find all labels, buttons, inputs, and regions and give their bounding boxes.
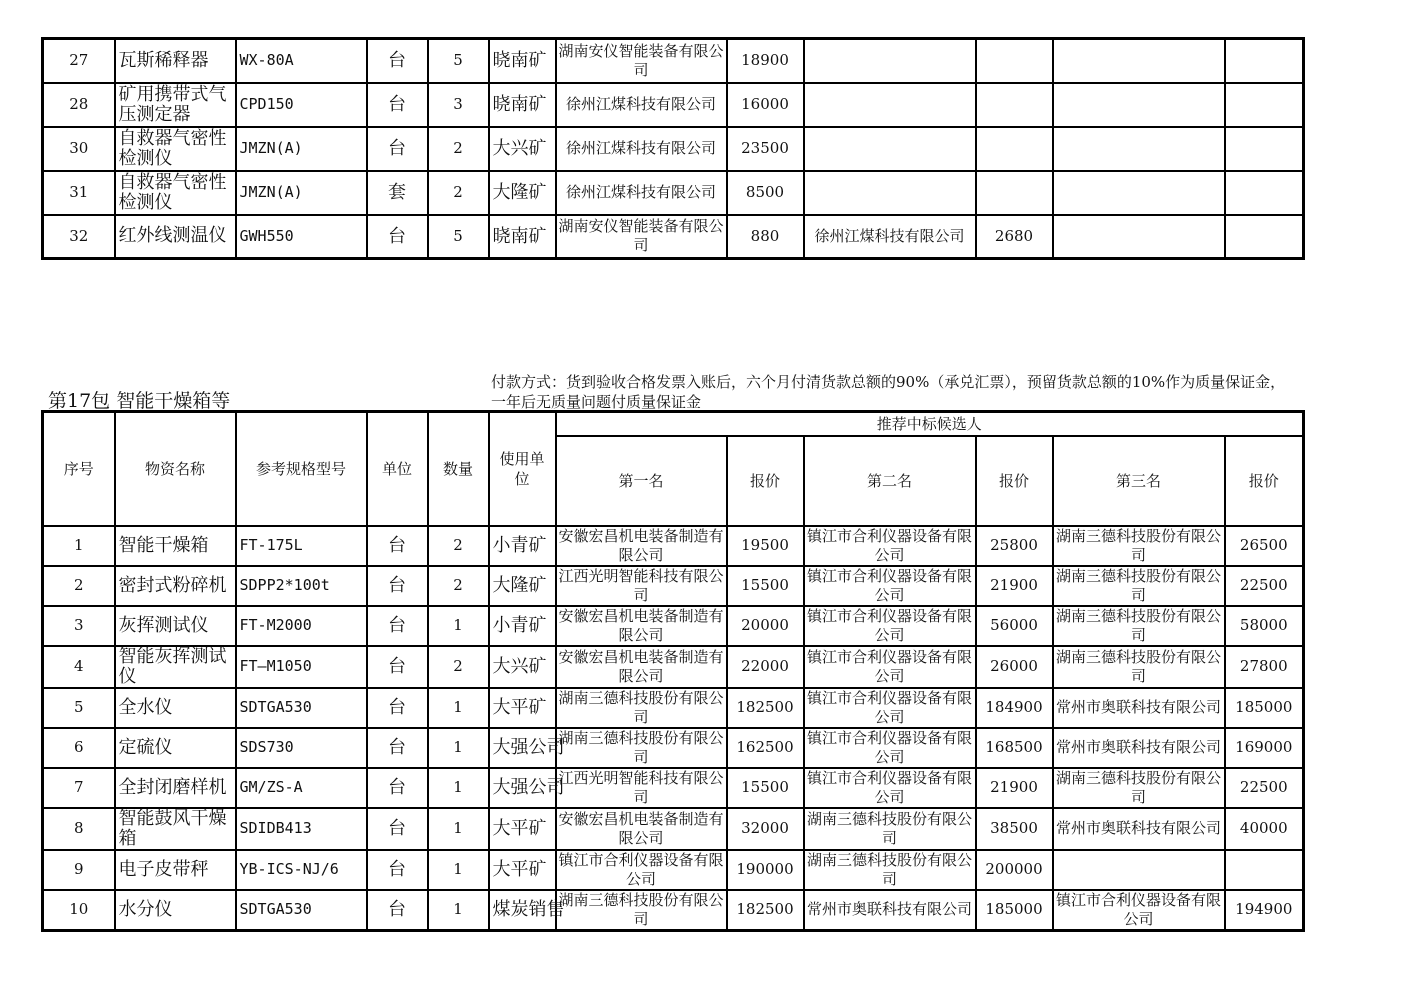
header-unit: 单位 <box>367 412 428 526</box>
cell-unit: 台 <box>367 39 428 83</box>
cell-first: 湖南安仪智能装备有限公司 <box>556 39 727 83</box>
cell-price-1: 19500 <box>727 526 804 566</box>
cell-third <box>1053 215 1225 259</box>
cell-unit: 台 <box>367 688 428 728</box>
cell-third <box>1053 850 1225 890</box>
cell-price-1: 16000 <box>727 83 804 127</box>
cell-spec: FT-M2000 <box>236 606 367 646</box>
cell-spec: GWH550 <box>236 215 367 259</box>
cell-price-3: 22500 <box>1225 768 1304 808</box>
cell-spec: JMZN(A) <box>236 127 367 171</box>
cell-second: 镇江市合利仪器设备有限公司 <box>804 606 976 646</box>
cell-spec: WX-80A <box>236 39 367 83</box>
cell-price-1: 162500 <box>727 728 804 768</box>
cell-name: 自救器气密性检测仪 <box>115 171 236 215</box>
cell-name: 矿用携带式气压测定器 <box>115 83 236 127</box>
previous-package-table <box>41 37 1305 260</box>
cell-price-3: 22500 <box>1225 566 1304 606</box>
cell-qty: 1 <box>428 728 489 768</box>
cell-seq: 5 <box>43 688 115 728</box>
header-qty: 数量 <box>428 412 489 526</box>
cell-qty: 2 <box>428 646 489 688</box>
cell-price-2: 25800 <box>976 526 1053 566</box>
cell-second: 湖南三德科技股份有限公司 <box>804 808 976 850</box>
cell-price-3: 40000 <box>1225 808 1304 850</box>
cell-price-3: 26500 <box>1225 526 1304 566</box>
cell-price-3: 58000 <box>1225 606 1304 646</box>
cell-seq: 1 <box>43 526 115 566</box>
cell-name: 电子皮带秤 <box>115 850 236 890</box>
cell-name: 瓦斯稀释器 <box>115 39 236 83</box>
cell-qty: 1 <box>428 688 489 728</box>
cell-first: 安徽宏昌机电装备制造有限公司 <box>556 606 727 646</box>
cell-price-2 <box>976 127 1053 171</box>
table-row <box>43 526 1304 566</box>
package-title: 第17包 智能干燥箱等 <box>48 390 231 412</box>
table-row <box>43 808 1304 850</box>
cell-price-2: 21900 <box>976 566 1053 606</box>
cell-first: 徐州江煤科技有限公司 <box>556 171 727 215</box>
cell-spec: SDTGA530 <box>236 890 367 931</box>
cell-third <box>1053 83 1225 127</box>
header-second: 第二名 <box>804 436 976 526</box>
cell-spec: CPD150 <box>236 83 367 127</box>
cell-unit: 台 <box>367 808 428 850</box>
cell-user: 晓南矿 <box>489 215 556 259</box>
cell-price-3: 185000 <box>1225 688 1304 728</box>
cell-third: 镇江市合利仪器设备有限公司 <box>1053 890 1225 931</box>
cell-user: 小青矿 <box>489 526 556 566</box>
cell-unit: 台 <box>367 606 428 646</box>
table-row <box>43 215 1304 259</box>
cell-qty: 2 <box>428 127 489 171</box>
cell-third: 常州市奥联科技有限公司 <box>1053 808 1225 850</box>
cell-seq: 30 <box>43 127 115 171</box>
cell-second: 镇江市合利仪器设备有限公司 <box>804 566 976 606</box>
header-candidates-group: 推荐中标候选人 <box>556 412 1304 436</box>
table-row <box>43 890 1304 931</box>
cell-third: 湖南三德科技股份有限公司 <box>1053 646 1225 688</box>
table-row <box>43 688 1304 728</box>
cell-qty: 2 <box>428 566 489 606</box>
cell-price-3: 169000 <box>1225 728 1304 768</box>
cell-name: 定硫仪 <box>115 728 236 768</box>
cell-first: 安徽宏昌机电装备制造有限公司 <box>556 526 727 566</box>
package-17-table <box>41 410 1305 932</box>
cell-qty: 1 <box>428 606 489 646</box>
cell-third: 常州市奥联科技有限公司 <box>1053 728 1225 768</box>
cell-name: 红外线测温仪 <box>115 215 236 259</box>
cell-qty: 1 <box>428 808 489 850</box>
cell-second: 镇江市合利仪器设备有限公司 <box>804 526 976 566</box>
cell-second: 镇江市合利仪器设备有限公司 <box>804 688 976 728</box>
cell-price-1: 8500 <box>727 171 804 215</box>
cell-first: 江西光明智能科技有限公司 <box>556 768 727 808</box>
cell-first: 湖南三德科技股份有限公司 <box>556 890 727 931</box>
cell-second: 镇江市合利仪器设备有限公司 <box>804 646 976 688</box>
cell-price-1: 190000 <box>727 850 804 890</box>
cell-price-3: 27800 <box>1225 646 1304 688</box>
cell-unit: 台 <box>367 850 428 890</box>
table-row <box>43 39 1304 83</box>
cell-third: 湖南三德科技股份有限公司 <box>1053 768 1225 808</box>
cell-third <box>1053 171 1225 215</box>
cell-user: 晓南矿 <box>489 83 556 127</box>
cell-name: 灰挥测试仪 <box>115 606 236 646</box>
cell-price-2: 184900 <box>976 688 1053 728</box>
header-third: 第三名 <box>1053 436 1225 526</box>
cell-third <box>1053 39 1225 83</box>
cell-price-1: 23500 <box>727 127 804 171</box>
cell-user: 大平矿 <box>489 808 556 850</box>
cell-price-2: 168500 <box>976 728 1053 768</box>
table-row <box>43 850 1304 890</box>
cell-second: 常州市奥联科技有限公司 <box>804 890 976 931</box>
cell-first: 湖南安仪智能装备有限公司 <box>556 215 727 259</box>
cell-spec: FT-175L <box>236 526 367 566</box>
cell-qty: 1 <box>428 890 489 931</box>
cell-price-1: 182500 <box>727 688 804 728</box>
cell-qty: 2 <box>428 526 489 566</box>
cell-second: 镇江市合利仪器设备有限公司 <box>804 728 976 768</box>
cell-seq: 7 <box>43 768 115 808</box>
cell-name: 全水仪 <box>115 688 236 728</box>
cell-seq: 32 <box>43 215 115 259</box>
cell-user: 大兴矿 <box>489 646 556 688</box>
cell-price-3: 194900 <box>1225 890 1304 931</box>
cell-second: 镇江市合利仪器设备有限公司 <box>804 768 976 808</box>
cell-third: 湖南三德科技股份有限公司 <box>1053 526 1225 566</box>
cell-unit: 台 <box>367 526 428 566</box>
cell-second <box>804 171 976 215</box>
cell-user: 大兴矿 <box>489 127 556 171</box>
payment-terms: 付款方式：货到验收合格发票入账后，六个月付清货款总额的90%（承兑汇票），预留货款总额的10%作为质量保证金，一年后无质量问题付质量保证金 <box>491 373 1286 411</box>
cell-unit: 台 <box>367 566 428 606</box>
cell-price-2 <box>976 39 1053 83</box>
cell-unit: 台 <box>367 127 428 171</box>
cell-first: 徐州江煤科技有限公司 <box>556 127 727 171</box>
cell-qty: 3 <box>428 83 489 127</box>
cell-first: 湖南三德科技股份有限公司 <box>556 728 727 768</box>
cell-second: 湖南三德科技股份有限公司 <box>804 850 976 890</box>
cell-price-1: 32000 <box>727 808 804 850</box>
cell-spec: SDTGA530 <box>236 688 367 728</box>
header-first: 第一名 <box>556 436 727 526</box>
cell-first: 镇江市合利仪器设备有限公司 <box>556 850 727 890</box>
cell-unit: 台 <box>367 890 428 931</box>
cell-price-2: 21900 <box>976 768 1053 808</box>
cell-price-1: 22000 <box>727 646 804 688</box>
cell-price-2: 185000 <box>976 890 1053 931</box>
cell-seq: 28 <box>43 83 115 127</box>
table-row <box>43 127 1304 171</box>
cell-seq: 3 <box>43 606 115 646</box>
cell-qty: 5 <box>428 215 489 259</box>
cell-first: 安徽宏昌机电装备制造有限公司 <box>556 646 727 688</box>
cell-price-1: 20000 <box>727 606 804 646</box>
cell-spec: JMZN(A) <box>236 171 367 215</box>
cell-first: 湖南三德科技股份有限公司 <box>556 688 727 728</box>
cell-unit: 台 <box>367 215 428 259</box>
cell-qty: 2 <box>428 171 489 215</box>
cell-seq: 10 <box>43 890 115 931</box>
table-row <box>43 646 1304 688</box>
header-price-2: 报价 <box>976 436 1053 526</box>
cell-user: 大隆矿 <box>489 171 556 215</box>
cell-spec: GM/ZS-A <box>236 768 367 808</box>
cell-second: 徐州江煤科技有限公司 <box>804 215 976 259</box>
cell-spec: SDS730 <box>236 728 367 768</box>
cell-second <box>804 83 976 127</box>
cell-seq: 31 <box>43 171 115 215</box>
table-row <box>43 171 1304 215</box>
cell-spec: SDIDB413 <box>236 808 367 850</box>
cell-third: 常州市奥联科技有限公司 <box>1053 688 1225 728</box>
cell-unit: 台 <box>367 83 428 127</box>
cell-third <box>1053 127 1225 171</box>
cell-price-3 <box>1225 39 1304 83</box>
cell-seq: 2 <box>43 566 115 606</box>
cell-user: 大隆矿 <box>489 566 556 606</box>
cell-price-3 <box>1225 850 1304 890</box>
cell-price-3 <box>1225 215 1304 259</box>
cell-price-2: 56000 <box>976 606 1053 646</box>
cell-user: 大强公司 <box>489 768 556 808</box>
cell-price-1: 15500 <box>727 768 804 808</box>
table-row <box>43 83 1304 127</box>
cell-price-2 <box>976 171 1053 215</box>
header-spec: 参考规格型号 <box>236 412 367 526</box>
cell-name: 自救器气密性检测仪 <box>115 127 236 171</box>
table-row <box>43 606 1304 646</box>
cell-seq: 9 <box>43 850 115 890</box>
cell-seq: 27 <box>43 39 115 83</box>
cell-third: 湖南三德科技股份有限公司 <box>1053 606 1225 646</box>
cell-price-2: 2680 <box>976 215 1053 259</box>
header-user: 使用单位 <box>489 412 556 526</box>
cell-price-2 <box>976 83 1053 127</box>
cell-spec: SDPP2*100t <box>236 566 367 606</box>
cell-unit: 台 <box>367 768 428 808</box>
cell-spec: FT—M1050 <box>236 646 367 688</box>
cell-user: 小青矿 <box>489 606 556 646</box>
cell-first: 江西光明智能科技有限公司 <box>556 566 727 606</box>
cell-name: 水分仪 <box>115 890 236 931</box>
table-row <box>43 768 1304 808</box>
cell-name: 全封闭磨样机 <box>115 768 236 808</box>
cell-unit: 台 <box>367 646 428 688</box>
cell-price-1: 15500 <box>727 566 804 606</box>
cell-name: 智能灰挥测试仪 <box>115 646 236 688</box>
table-row <box>43 566 1304 606</box>
cell-user: 大强公司 <box>489 728 556 768</box>
table-row <box>43 728 1304 768</box>
cell-user: 煤炭销售 <box>489 890 556 931</box>
cell-user: 大平矿 <box>489 850 556 890</box>
header-price-1: 报价 <box>727 436 804 526</box>
cell-user: 晓南矿 <box>489 39 556 83</box>
cell-name: 智能干燥箱 <box>115 526 236 566</box>
header-name: 物资名称 <box>115 412 236 526</box>
cell-third: 湖南三德科技股份有限公司 <box>1053 566 1225 606</box>
cell-price-2: 200000 <box>976 850 1053 890</box>
cell-second <box>804 39 976 83</box>
cell-price-2: 26000 <box>976 646 1053 688</box>
cell-name: 密封式粉碎机 <box>115 566 236 606</box>
header-seq: 序号 <box>43 412 115 526</box>
cell-first: 徐州江煤科技有限公司 <box>556 83 727 127</box>
cell-second <box>804 127 976 171</box>
cell-price-3 <box>1225 83 1304 127</box>
header-price-3: 报价 <box>1225 436 1304 526</box>
cell-price-3 <box>1225 127 1304 171</box>
cell-seq: 8 <box>43 808 115 850</box>
cell-unit: 套 <box>367 171 428 215</box>
cell-price-1: 182500 <box>727 890 804 931</box>
cell-price-1: 880 <box>727 215 804 259</box>
cell-qty: 1 <box>428 768 489 808</box>
cell-price-1: 18900 <box>727 39 804 83</box>
cell-price-3 <box>1225 171 1304 215</box>
cell-qty: 1 <box>428 850 489 890</box>
cell-price-2: 38500 <box>976 808 1053 850</box>
cell-spec: YB-ICS-NJ/6 <box>236 850 367 890</box>
cell-qty: 5 <box>428 39 489 83</box>
cell-user: 大平矿 <box>489 688 556 728</box>
cell-unit: 台 <box>367 728 428 768</box>
cell-seq: 6 <box>43 728 115 768</box>
cell-name: 智能鼓风干燥箱 <box>115 808 236 850</box>
cell-seq: 4 <box>43 646 115 688</box>
cell-first: 安徽宏昌机电装备制造有限公司 <box>556 808 727 850</box>
